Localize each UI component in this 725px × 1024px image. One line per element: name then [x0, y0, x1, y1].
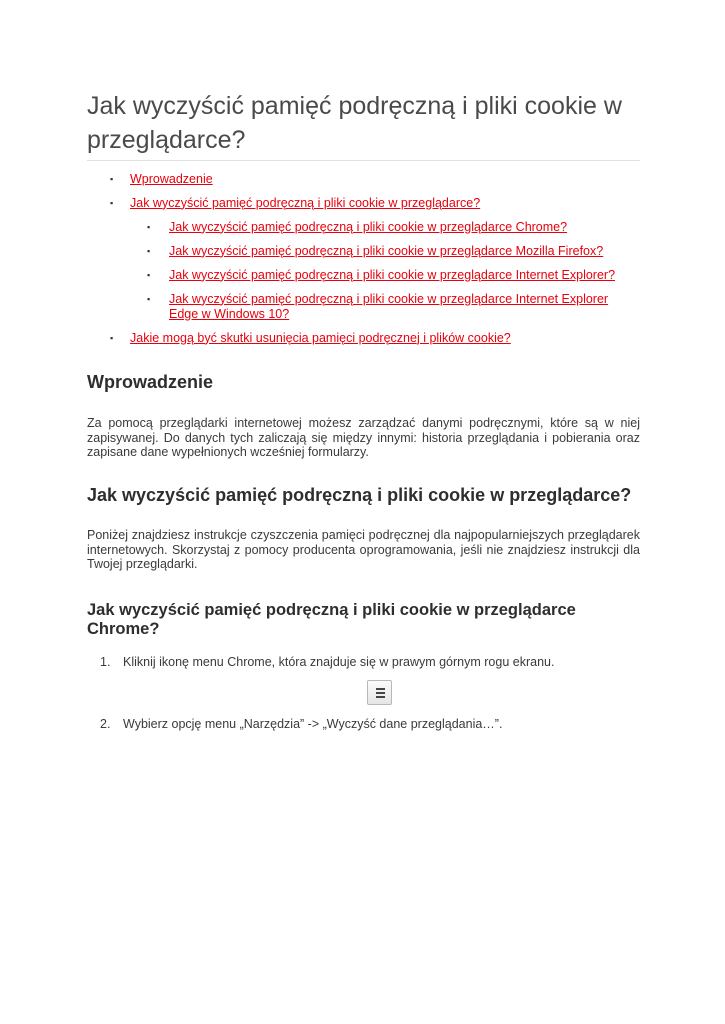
- toc-subitem: [130, 220, 640, 235]
- step-number: 2.: [100, 717, 111, 731]
- toc-subitem: [130, 292, 640, 322]
- step-number: 1.: [100, 655, 111, 669]
- step-text: Wybierz opcję menu „Narzędzia” -> „Wyczyść dane przeglądania…”.: [123, 717, 503, 731]
- bullet-icon: ▪: [147, 245, 151, 256]
- hamburger-menu-icon: [367, 680, 392, 705]
- toc-link-internet-explorer[interactable]: Jak wyczyścić pamięć podręczną i pliki cookie w przeglądarce Internet Explorer?: [169, 267, 616, 282]
- chrome-heading: Jak wyczyścić pamięć podręczną i pliki cookie w przeglądarce Chrome?: [87, 601, 576, 638]
- intro-paragraph: Za pomocą przeglądarki internetowej możesz zarządzać danymi podręcznymi, które są w niej zapisywanej. Do danych tych zaliczają się między innymi: historia przeglądania i pobierania oraz zapisane dane wypełnionych wcześniej formularzy.: [87, 416, 640, 460]
- bullet-icon: ▪: [110, 332, 114, 343]
- toc-item: [87, 172, 640, 187]
- bullet-icon: ▪: [147, 293, 151, 304]
- bullet-icon: ▪: [147, 269, 151, 280]
- toc-link-effects[interactable]: Jakie mogą być skutki usunięcia pamięci podręcznej i plików cookie?: [130, 330, 511, 345]
- step-text: Kliknij ikonę menu Chrome, która znajduje się w prawym górnym rogu ekranu.: [123, 655, 555, 669]
- clear-cache-paragraph: Poniżej znajdziesz instrukcje czyszczenia pamięci podręcznej dla najpopularniejszych przeglądarek internetowych. Skorzystaj z pomocy producenta oprogramowania, jeśli nie znajdziesz instrukcji dla Twojej przeglądarki.: [87, 528, 640, 572]
- toc-link-intro[interactable]: Wprowadzenie: [130, 172, 213, 186]
- toc-subitem: [130, 244, 640, 259]
- clear-cache-heading: Jak wyczyścić pamięć podręczną i pliki cookie w przeglądarce?: [87, 485, 632, 505]
- bullet-icon: ▪: [147, 221, 151, 232]
- toc-item: [87, 196, 640, 322]
- toc-subitem: [130, 268, 640, 283]
- table-of-contents: [87, 172, 640, 354]
- toc-link-edge[interactable]: Jak wyczyścić pamięć podręczną i pliki cookie w przeglądarce Internet Explorer Edge w Windows 10?: [169, 291, 609, 321]
- toc-sublist: [130, 220, 640, 322]
- toc-link-clear-cache[interactable]: Jak wyczyścić pamięć podręczną i pliki cookie w przeglądarce?: [130, 195, 481, 210]
- bullet-icon: ▪: [110, 197, 114, 208]
- toc-link-firefox[interactable]: Jak wyczyścić pamięć podręczną i pliki cookie w przeglądarce Mozilla Firefox?: [169, 243, 604, 258]
- intro-heading: Wprowadzenie: [87, 372, 214, 392]
- toc-item: [87, 331, 640, 346]
- bullet-icon: ▪: [110, 174, 114, 184]
- toc-link-chrome[interactable]: Jak wyczyścić pamięć podręczną i pliki cookie w przeglądarce Chrome?: [169, 219, 568, 234]
- page-title: Jak wyczyścić pamięć podręczną i pliki cookie w przeglądarce?: [87, 89, 640, 161]
